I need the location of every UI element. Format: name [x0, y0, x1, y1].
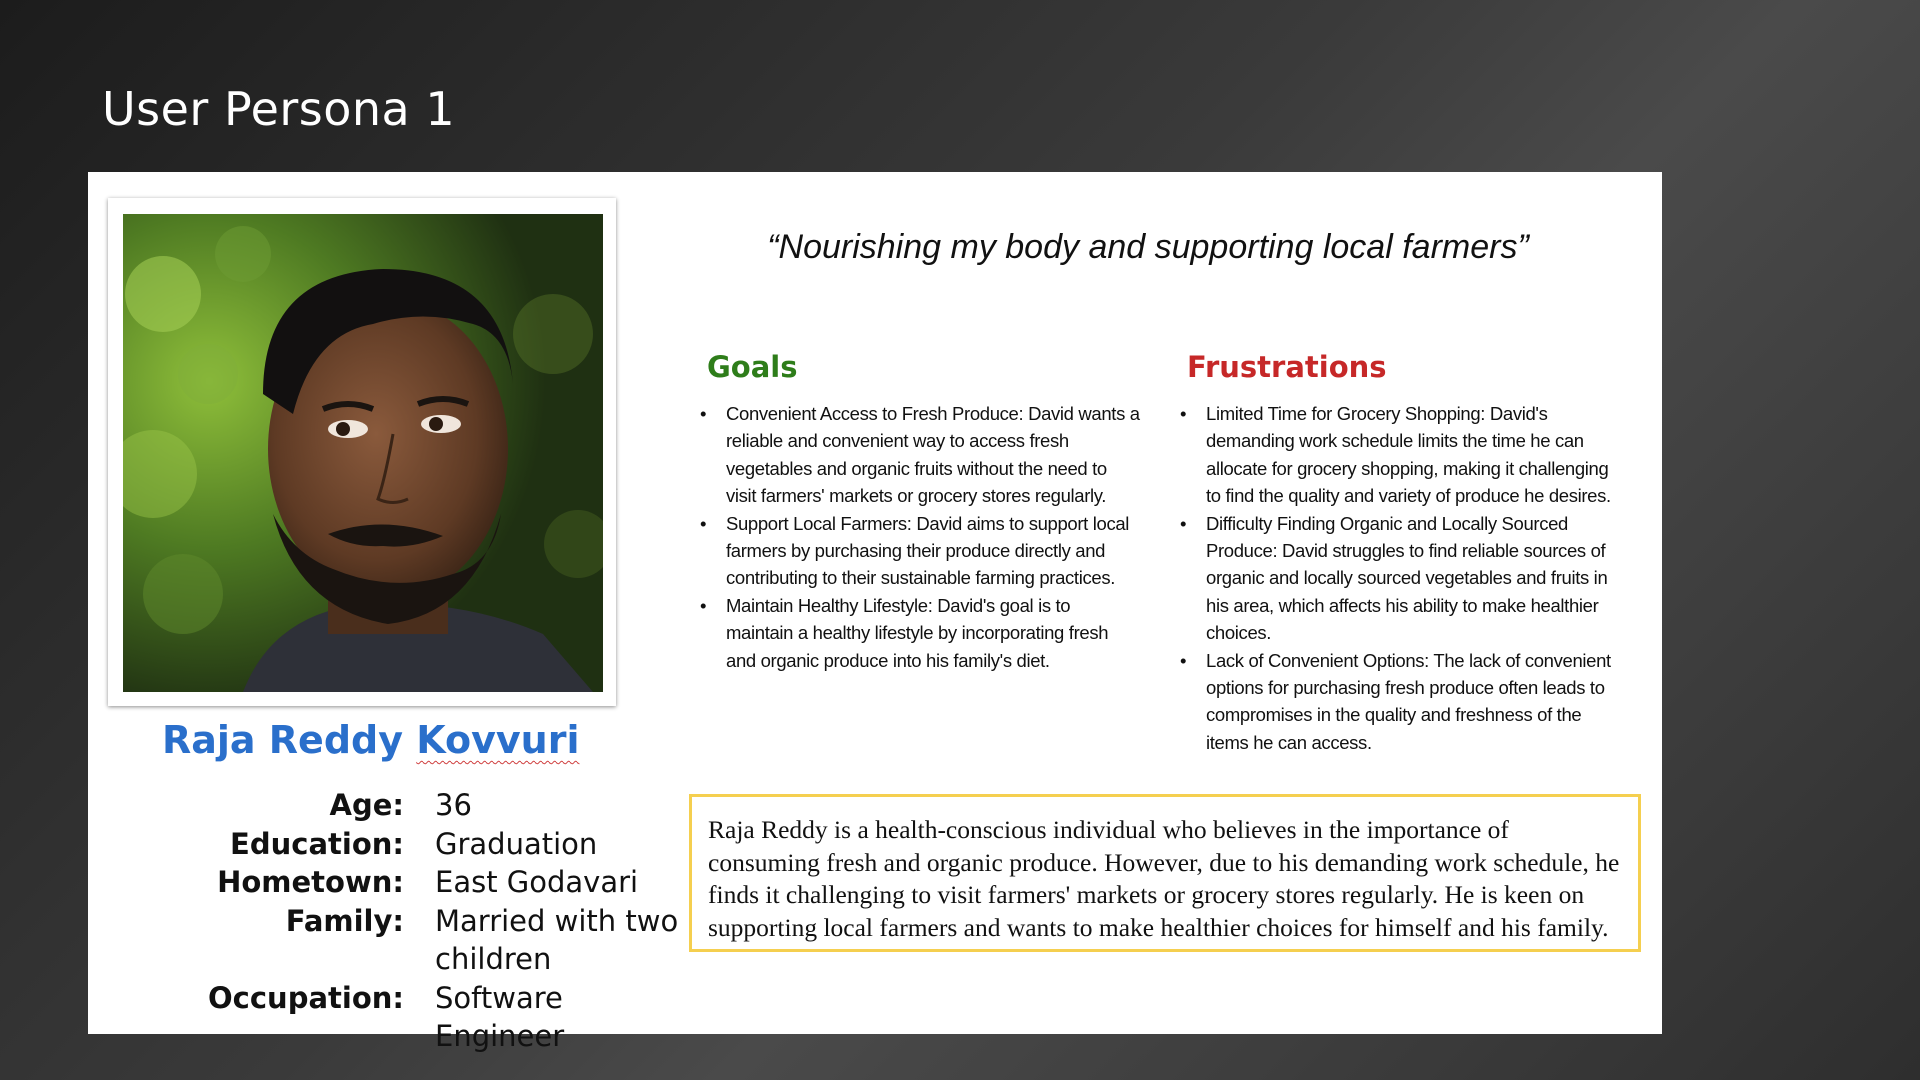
detail-label: Age: [329, 788, 404, 822]
detail-row-education [128, 825, 688, 864]
detail-value: Graduation [435, 826, 598, 861]
persona-surname: Kovvuri [416, 718, 580, 762]
frustrations-heading: Frustrations [1187, 350, 1387, 384]
persona-summary: Raja Reddy is a health-conscious individual who believes in the importance of consuming fresh and organic produce. However, due to his demanding work schedule, he finds it challenging to visit farmers' markets or grocery stores regularly. He is keen on supporting local farmers and wants to make healthier choices for himself and his family. [689, 794, 1641, 952]
detail-row-family [128, 902, 688, 979]
photo-frame [108, 198, 616, 706]
frustrations-list [1180, 400, 1620, 756]
persona-portrait-illustration [123, 214, 603, 692]
detail-label: Family: [285, 903, 404, 938]
persona-card [88, 172, 1662, 1053]
detail-label: Occupation: [208, 980, 404, 1015]
persona-first-names: Raja Reddy [162, 718, 404, 762]
detail-value: 36 [435, 788, 472, 822]
frustration-item: • Limited Time for Grocery Shopping: David's demanding work schedule limits the time he can allocate for grocery shopping, making it challenging to find the quality and variety of produce he desires. [1180, 400, 1620, 510]
goal-item: • Maintain Healthy Lifestyle: David's goal is to maintain a healthy lifestyle by incorporating fresh and organic produce into his family's diet. [700, 592, 1140, 674]
goals-list [700, 400, 1140, 674]
detail-row-occupation [128, 979, 688, 1056]
slide-title: User Persona 1 [102, 82, 456, 136]
detail-label: Education: [230, 826, 404, 861]
persona-quote: “Nourishing my body and supporting local farmers” [767, 228, 1529, 266]
detail-value: East Godavari [435, 865, 639, 899]
goal-item: • Support Local Farmers: David aims to support local farmers by purchasing their produce directly and contributing to their sustainable farming practices. [700, 510, 1140, 592]
persona-photo [123, 214, 603, 692]
detail-row-hometown [128, 863, 688, 902]
detail-value: Married with two children [435, 903, 679, 976]
persona-details [128, 786, 688, 1056]
detail-label: Hometown: [217, 865, 404, 899]
goals-heading: Goals [707, 350, 798, 384]
frustration-item: • Lack of Convenient Options: The lack of convenient options for purchasing fresh produce often leads to compromises in the quality and freshness of the items he can access. [1180, 647, 1620, 757]
goal-item: • Convenient Access to Fresh Produce: David wants a reliable and convenient way to access fresh vegetables and organic fruits without the need to visit farmers' markets or grocery stores regularly. [700, 400, 1140, 510]
persona-name [162, 718, 580, 762]
detail-value: Software Engineer [435, 980, 565, 1053]
detail-row-age [128, 786, 688, 825]
frustration-item: • Difficulty Finding Organic and Locally Sourced Produce: David struggles to find reliable sources of organic and locally sourced vegetables and fruits in his area, which affects his ability to make healthier choices. [1180, 510, 1620, 647]
